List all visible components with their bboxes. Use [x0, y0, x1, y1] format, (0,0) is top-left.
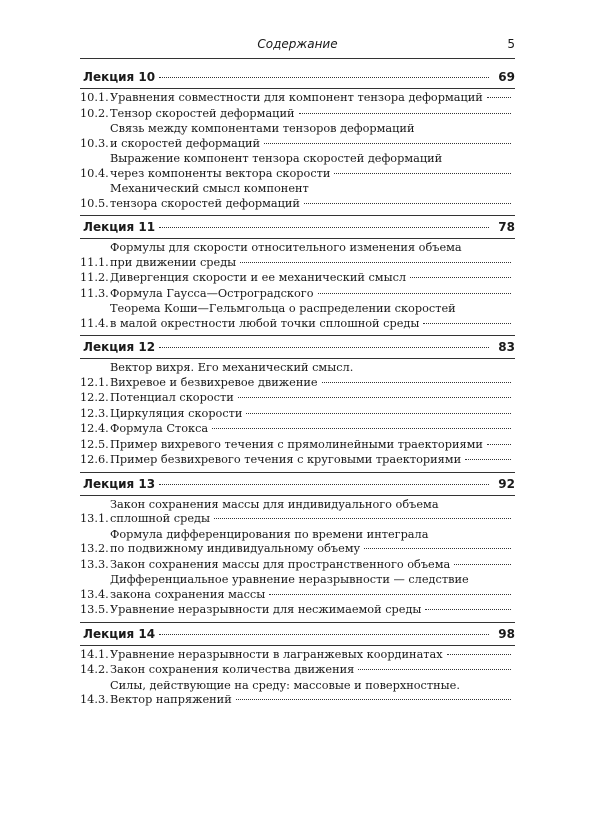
entry-title-line: и скоростей деформаций [110, 136, 261, 150]
lecture-page-number: 69 [498, 70, 515, 84]
entry-number: 12.3. [80, 406, 109, 420]
entry-number: 14.2. [80, 663, 109, 676]
lecture-page-number: 78 [498, 220, 515, 234]
entry-number: 10.5. [80, 196, 109, 210]
entry-number: 13.2. [80, 542, 109, 555]
entry-number: 14.1. [80, 647, 109, 661]
entry-number: 11.4. [80, 316, 109, 330]
entry-title-line: Теорема Коши—Гельмгольца о распределении скоростей [110, 302, 456, 315]
entry-title-line: Уравнение неразрывности для несжимаемой среды [110, 603, 422, 616]
lecture-title: Лекция 10 [83, 70, 156, 84]
lecture-page-number: 83 [498, 340, 515, 354]
entry-title-line: Формула Стокса [110, 422, 209, 435]
entry-title-line: Пример вихревого течения с прямолинейными траекториями [110, 437, 483, 451]
entry-number: 13.1. [80, 512, 109, 525]
page-number: 5 [507, 37, 515, 51]
entry-number: 13.3. [80, 557, 109, 571]
entry-list [80, 646, 515, 712]
entry-title-line: Вектор напряжений [110, 693, 232, 706]
entry-number: 12.1. [80, 375, 109, 389]
entry-number: 12.5. [80, 437, 109, 451]
entry-title-line: Вектор вихря. Его механический смысл. [110, 361, 354, 374]
lecture-title: Лекция 14 [83, 626, 156, 641]
lecture-section [80, 623, 515, 712]
entry-number: 12.4. [80, 422, 109, 435]
entry-number: 13.4. [80, 587, 109, 601]
lecture-title: Лекция 12 [83, 340, 156, 354]
entry-number: 12.2. [80, 391, 109, 404]
entry-number: 10.4. [80, 166, 109, 180]
entry-title-line: по подвижному индивидуальному объему [110, 542, 361, 555]
entry-title-line: Выражение компонент тензора скоростей деформаций [110, 152, 443, 165]
entry-number: 10.3. [80, 136, 109, 150]
entry-title-line: Дифференциальное уравнение неразрывности — следствие [110, 573, 469, 586]
entry-title-line: через компоненты вектора скорости [110, 166, 331, 180]
entry-number: 11.1. [80, 255, 109, 269]
entry-title-line: Механический смысл компонент [110, 182, 309, 195]
entry-page-number [80, 66, 600, 816]
entry-title-line: тензора скоростей деформаций [110, 196, 300, 210]
entry-title-line: Уравнение неразрывности в лагранжевых координатах [110, 647, 443, 661]
lecture-page-number: 98 [498, 626, 515, 641]
lecture-title: Лекция 13 [83, 476, 156, 491]
entry-title-line: Уравнения совместности для компонент тензора деформаций [110, 91, 483, 104]
entry-title-line: Формулы для скорости относительного изменения объема [110, 241, 462, 254]
entry-title-line: Формула Гаусса—Остроградского [110, 286, 314, 300]
table-of-contents [80, 66, 515, 712]
entry-title-line: Закон сохранения массы для пространственного объема [110, 557, 451, 571]
entry-title-line: Связь между компонентами тензоров деформаций [110, 122, 415, 135]
entry-number: 12.6. [80, 453, 109, 466]
lecture-title: Лекция 11 [83, 220, 156, 234]
entry-title-line: Закон сохранения количества движения [110, 663, 355, 676]
entry-body [110, 679, 515, 708]
entry-title-line: при движении среды [110, 255, 237, 269]
entry-title-line: в малой окрестности любой точки сплошной среды [110, 316, 420, 330]
entry-title-line: закона сохранения массы [110, 587, 266, 601]
entry-title-line: Пример безвихревого течения с круговыми траекториями [110, 453, 462, 466]
entry-title-line: сплошной среды [110, 512, 210, 525]
entry-title-line: Тензор скоростей деформаций [110, 106, 295, 120]
header-divider [80, 58, 515, 59]
running-header-title: Содержание [257, 37, 338, 51]
lecture-page-number: 92 [498, 476, 515, 491]
entry-title-line: Циркуляция скорости [110, 406, 243, 420]
entry-number: 11.3. [80, 286, 109, 300]
entry-last-line [110, 693, 515, 708]
toc-entry[interactable] [80, 679, 515, 708]
entry-number: 13.5. [80, 603, 109, 616]
entry-title-line: Вихревое и безвихревое движение [110, 375, 318, 389]
entry-number: 11.2. [80, 271, 109, 284]
entry-number: 10.1. [80, 91, 109, 104]
entry-title-line: Потенциал скорости [110, 391, 234, 404]
entry-number: 10.2. [80, 106, 109, 120]
entry-title-line: Дивергенция скорости и ее механический смысл [110, 271, 407, 284]
running-header [80, 37, 515, 57]
entry-title-line: Силы, действующие на среду: массовые и поверхностные. [110, 678, 460, 692]
entry-title-line: Закон сохранения массы для индивидуального объема [110, 497, 439, 511]
entry-number: 14.3. [80, 693, 109, 706]
entry-title-line: Формула дифференцирования по времени интеграла [110, 527, 429, 541]
